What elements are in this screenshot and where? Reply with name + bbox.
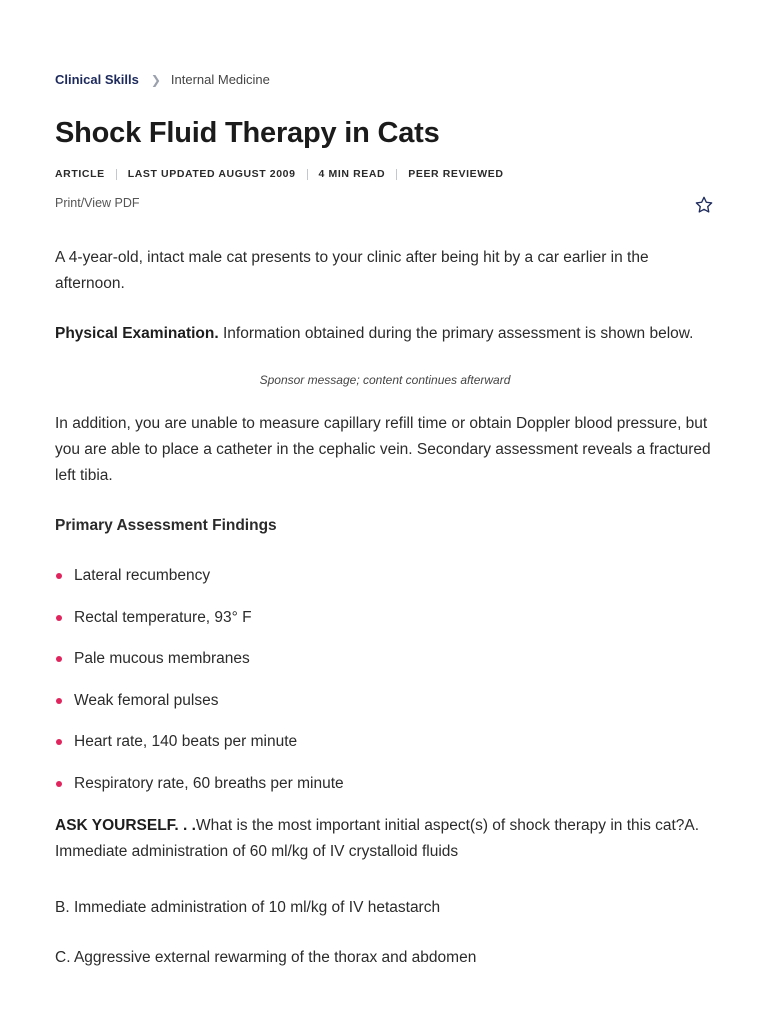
page-title: Shock Fluid Therapy in Cats (55, 117, 440, 149)
meta-divider (307, 169, 308, 180)
print-view-pdf-link[interactable]: Print/View PDF (55, 196, 140, 210)
meta-divider (396, 169, 397, 180)
article-meta (55, 168, 504, 180)
breadcrumb-current: Internal Medicine (170, 72, 270, 87)
list-item: Respiratory rate, 60 breaths per minute (55, 771, 344, 813)
ask-yourself-paragraph (55, 813, 715, 865)
option-b: B. Immediate administration of 10 ml/kg of IV hetastarch (55, 899, 441, 916)
exam-text: Information obtained during the primary assessment is shown below. (218, 325, 694, 342)
exam-paragraph (55, 321, 693, 347)
sponsor-message: Sponsor message; content continues afterward (259, 373, 511, 387)
list-item: Lateral recumbency (55, 563, 344, 605)
chevron-right-icon: ❯ (150, 72, 161, 87)
list-item: Pale mucous membranes (55, 646, 344, 688)
meta-peer-reviewed: PEER REVIEWED (408, 168, 504, 180)
meta-updated: LAST UPDATED AUGUST 2009 (127, 168, 296, 180)
meta-divider (116, 169, 117, 180)
addition-paragraph: In addition, you are unable to measure capillary refill time or obtain Doppler blood pressure, but you are able to place a catheter in the cephalic vein. Secondary assessment reveals a fractured left tibia. (55, 415, 711, 484)
findings-list (55, 563, 344, 813)
exam-label: Physical Examination. (55, 325, 219, 342)
list-item: Heart rate, 140 beats per minute (55, 729, 344, 771)
list-item: Rectal temperature, 93° F (55, 605, 344, 647)
breadcrumb (55, 72, 270, 87)
meta-read-time: 4 MIN READ (318, 168, 386, 180)
star-icon[interactable] (694, 195, 714, 215)
option-c: C. Aggressive external rewarming of the thorax and abdomen (55, 949, 477, 966)
meta-type: ARTICLE (55, 168, 105, 180)
findings-heading: Primary Assessment Findings (55, 517, 277, 534)
ask-label: ASK YOURSELF. . . (55, 817, 196, 834)
breadcrumb-link-clinical-skills[interactable]: Clinical Skills (55, 72, 139, 87)
list-item: Weak femoral pulses (55, 688, 344, 730)
ask-text: What is the most important initial aspect(s) of shock therapy in this cat?A. Immediate administration of 60 ml/kg of IV crystalloid fluids (55, 817, 700, 860)
intro-paragraph: A 4-year-old, intact male cat presents to your clinic after being hit by a car earlier in the afternoon. (55, 249, 649, 292)
